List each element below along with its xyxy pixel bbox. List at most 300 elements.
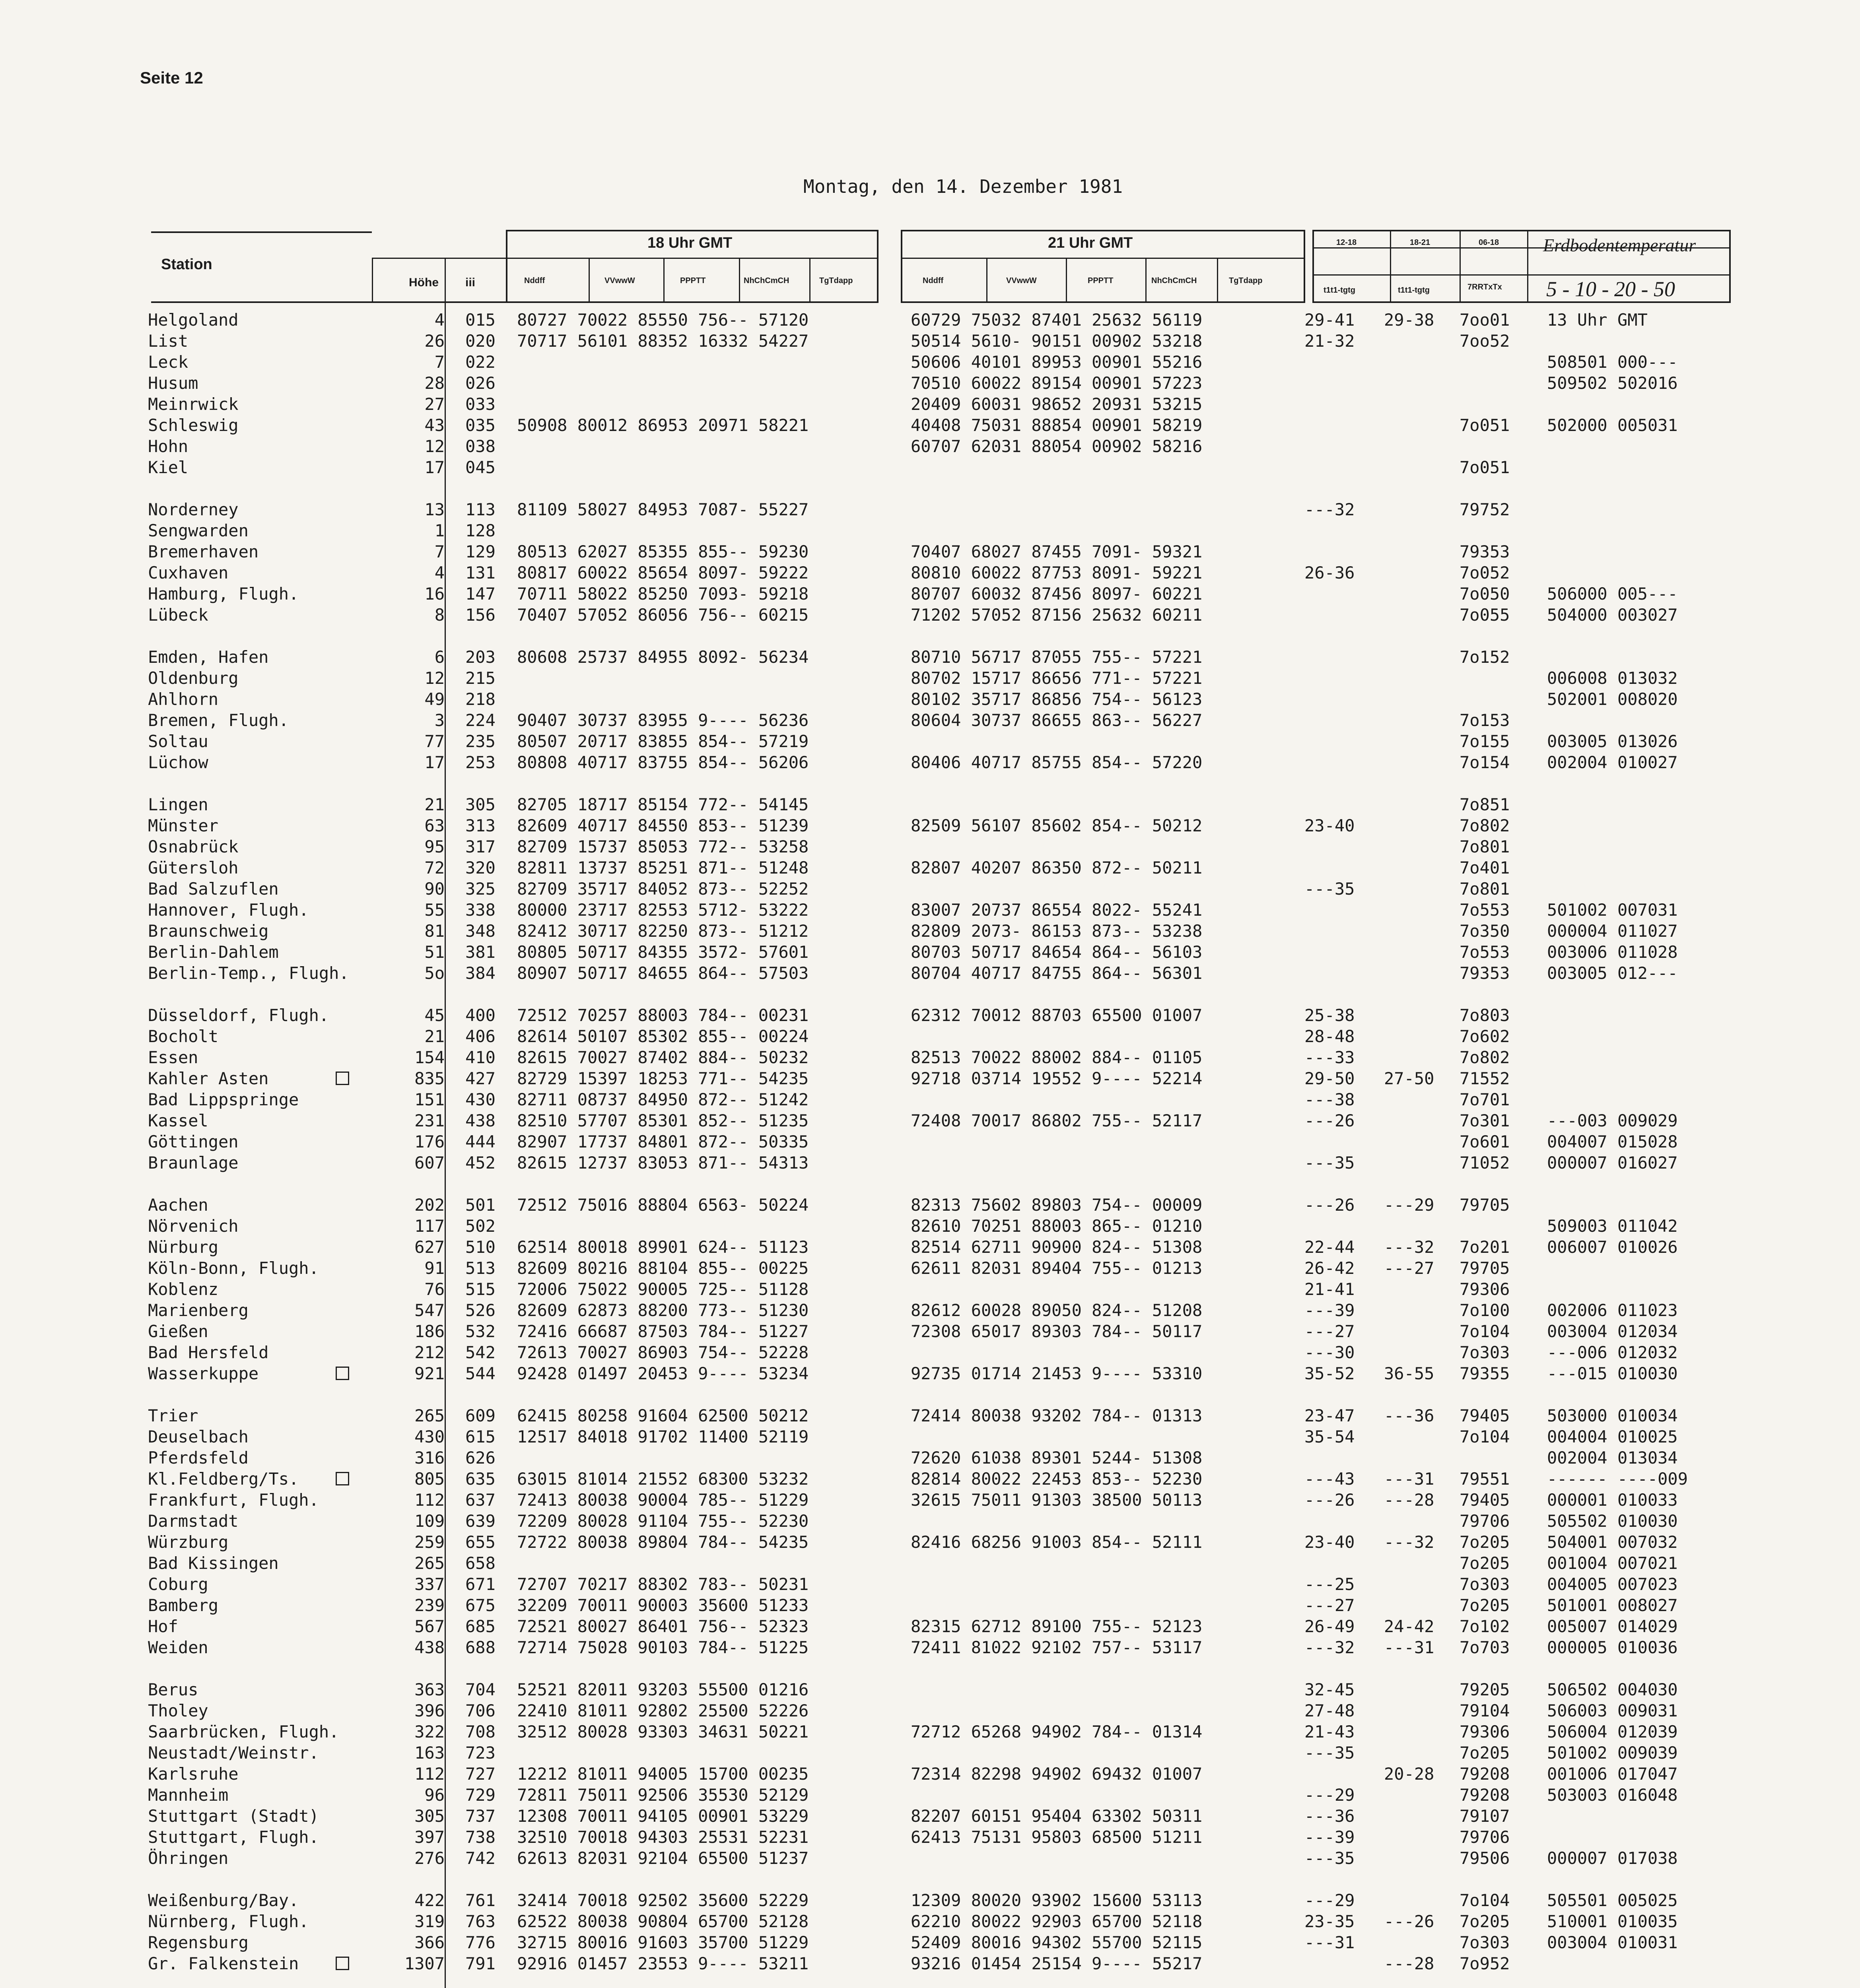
obs-21-uhr: 82814 80022 22453 853-- 52230: [911, 1469, 1203, 1489]
obs-21-uhr: 12309 80020 93902 15600 53113: [911, 1891, 1203, 1910]
header-sub-t1-tg-a: t1t1-tgtg: [1324, 286, 1355, 295]
station-index: 704: [465, 1680, 496, 1699]
obs-21-uhr: 62312 70012 88703 65500 01007: [911, 1006, 1203, 1025]
station-index: 400: [465, 1006, 496, 1025]
station-height: 363: [414, 1680, 445, 1699]
station-index: 113: [465, 500, 496, 519]
precip-extremes-06-18: 7o401: [1460, 858, 1510, 878]
table-row: [0, 1679, 1860, 1700]
obs-18-uhr: 72811 75011 92506 35530 52129: [517, 1785, 809, 1805]
station-height: 90: [424, 879, 445, 899]
station-index: 381: [465, 942, 496, 962]
obs-21-uhr: 62413 75131 95803 68500 51211: [911, 1827, 1203, 1847]
station-name: Gießen: [148, 1322, 208, 1341]
precip-extremes-06-18: 79353: [1460, 542, 1510, 561]
obs-21-uhr: 80704 40717 84755 864-- 56301: [911, 963, 1203, 983]
header-sub-rr-txtx: 7RRTxTx: [1467, 283, 1502, 291]
station-name: Helgoland: [148, 310, 239, 330]
table-row: [0, 1637, 1860, 1658]
station-index: 526: [465, 1301, 496, 1320]
temp-range-12-18: ---26: [1304, 1111, 1355, 1130]
table-row: [0, 1215, 1860, 1237]
temp-range-12-18: ---26: [1304, 1195, 1355, 1215]
station-index: 045: [465, 458, 496, 477]
obs-18-uhr: 82705 18717 85154 772-- 54145: [517, 795, 809, 814]
station-height: 17: [424, 753, 445, 772]
station-index: 452: [465, 1153, 496, 1173]
obs-18-uhr: 80513 62027 85355 855-- 59230: [517, 542, 809, 561]
station-height: 26: [424, 331, 445, 351]
station-index: 035: [465, 415, 496, 435]
table-row: [0, 1827, 1860, 1848]
table-row: [0, 710, 1860, 731]
station-index: 671: [465, 1574, 496, 1594]
precip-extremes-06-18: 71552: [1460, 1069, 1510, 1088]
station-index: 020: [465, 331, 496, 351]
mountain-station-marker: [336, 1367, 349, 1380]
obs-21-uhr: 80604 30737 86655 863-- 56227: [911, 711, 1203, 730]
obs-18-uhr: 80808 40717 83755 854-- 56206: [517, 753, 809, 772]
table-row: [0, 963, 1860, 984]
obs-18-uhr: 72707 70217 88302 783-- 50231: [517, 1574, 809, 1594]
precip-extremes-06-18: 7oo52: [1460, 331, 1510, 351]
soil-temperature: 001006 017047: [1547, 1764, 1678, 1784]
temp-range-18-21: 29-38: [1384, 310, 1434, 330]
precip-extremes-06-18: 7o301: [1460, 1111, 1510, 1130]
station-name: Schleswig: [148, 415, 239, 435]
obs-21-uhr: 82612 60028 89050 824-- 51208: [911, 1301, 1203, 1320]
station-name: Kassel: [148, 1111, 208, 1130]
soil-temperature: 501002 007031: [1547, 900, 1678, 920]
table-row: [0, 794, 1860, 815]
station-index: 723: [465, 1743, 496, 1763]
soil-temperature: 003006 011028: [1547, 942, 1678, 962]
precip-extremes-06-18: 7o602: [1460, 1027, 1510, 1046]
obs-21-uhr: 80406 40717 85755 854-- 57220: [911, 753, 1203, 772]
station-name: Bamberg: [148, 1596, 219, 1615]
station-height: 438: [414, 1638, 445, 1657]
soil-temperature: 508501 000---: [1547, 352, 1678, 372]
soil-temperature: 000007 016027: [1547, 1153, 1678, 1173]
station-height: 4: [434, 310, 445, 330]
station-height: 6: [434, 647, 445, 667]
soil-temperature: 000001 010033: [1547, 1490, 1678, 1510]
table-row: [0, 689, 1860, 710]
obs-18-uhr: 82729 15397 18253 771-- 54235: [517, 1069, 809, 1088]
temp-range-12-18: ---32: [1304, 500, 1355, 519]
obs-21-uhr: 72314 82298 94902 69432 01007: [911, 1764, 1203, 1784]
precip-extremes-06-18: 79355: [1460, 1364, 1510, 1383]
header-18-tgtdapp: TgTdapp: [819, 276, 853, 285]
soil-temperature: 000005 010036: [1547, 1638, 1678, 1657]
station-height: 7: [434, 542, 445, 561]
table-row: [0, 646, 1860, 668]
precip-extremes-06-18: 79706: [1460, 1827, 1510, 1847]
soil-temperature: 003005 012---: [1547, 963, 1678, 983]
soil-temperature: 506502 004030: [1547, 1680, 1678, 1699]
table-row: [0, 1721, 1860, 1742]
station-index: 791: [465, 1954, 496, 1973]
table-row: [0, 1911, 1860, 1932]
station-index: 305: [465, 795, 496, 814]
station-height: 547: [414, 1301, 445, 1320]
station-name: Düsseldorf, Flugh.: [148, 1006, 329, 1025]
station-name: Bad Salzuflen: [148, 879, 279, 899]
table-row: [0, 899, 1860, 920]
soil-temperature: 002006 011023: [1547, 1301, 1678, 1320]
obs-18-uhr: 72722 80038 89804 784-- 54235: [517, 1532, 809, 1552]
precip-extremes-06-18: 7o303: [1460, 1574, 1510, 1594]
obs-21-uhr: 82207 60151 95404 63302 50311: [911, 1806, 1203, 1826]
header-soil-depths: 5 - 10 - 20 - 50: [1546, 277, 1675, 301]
station-index: 742: [465, 1848, 496, 1868]
precip-extremes-06-18: 7o152: [1460, 647, 1510, 667]
station-index: 727: [465, 1764, 496, 1784]
obs-18-uhr: 50908 80012 86953 20971 58221: [517, 415, 809, 435]
table-row: [0, 1279, 1860, 1300]
temp-range-12-18: ---27: [1304, 1322, 1355, 1341]
table-row: [0, 1110, 1860, 1131]
station-name: Neustadt/Weinstr.: [148, 1743, 319, 1763]
soil-temperature: 003004 010031: [1547, 1933, 1678, 1952]
obs-18-uhr: 12517 84018 91702 11400 52119: [517, 1427, 809, 1446]
station-height: 396: [414, 1701, 445, 1720]
station-name: Regensburg: [148, 1933, 249, 1952]
temp-range-12-18: ---31: [1304, 1933, 1355, 1952]
obs-21-uhr: 82315 62712 89100 755-- 52123: [911, 1617, 1203, 1636]
precip-extremes-06-18: 79405: [1460, 1406, 1510, 1425]
temp-range-18-21: ---31: [1384, 1469, 1434, 1489]
temp-range-18-21: ---32: [1384, 1237, 1434, 1257]
station-index: 639: [465, 1511, 496, 1531]
obs-18-uhr: 72714 75028 90103 784-- 51225: [517, 1638, 809, 1657]
station-name: Bad Hersfeld: [148, 1343, 269, 1362]
header-21-vvwww: VVwwW: [1006, 276, 1037, 285]
obs-18-uhr: 80727 70022 85550 756-- 57120: [517, 310, 809, 330]
precip-extremes-06-18: 7o205: [1460, 1743, 1510, 1763]
station-height: 151: [414, 1090, 445, 1109]
precip-extremes-06-18: 7o703: [1460, 1638, 1510, 1657]
obs-18-uhr: 70407 57052 86056 756-- 60215: [517, 605, 809, 625]
station-height: 231: [414, 1111, 445, 1130]
station-index: 708: [465, 1722, 496, 1741]
station-index: 635: [465, 1469, 496, 1489]
header-18-nddff: Nddff: [524, 276, 545, 285]
temp-range-12-18: 21-41: [1304, 1279, 1355, 1299]
station-index: 501: [465, 1195, 496, 1215]
header-21-uhr: 21 Uhr GMT: [1048, 235, 1133, 251]
obs-21-uhr: 62210 80022 92903 65700 52118: [911, 1912, 1203, 1931]
obs-18-uhr: 82609 62873 88200 773-- 51230: [517, 1301, 809, 1320]
station-index: 675: [465, 1596, 496, 1615]
station-index: 655: [465, 1532, 496, 1552]
temp-range-18-21: 20-28: [1384, 1764, 1434, 1784]
obs-18-uhr: 63015 81014 21552 68300 53232: [517, 1469, 809, 1489]
obs-18-uhr: 92916 01457 23553 9---- 53211: [517, 1954, 809, 1973]
table-row: [0, 1489, 1860, 1510]
station-height: 109: [414, 1511, 445, 1531]
soil-temperature: 13 Uhr GMT: [1547, 310, 1648, 330]
mountain-station-marker: [336, 1957, 349, 1970]
station-index: 763: [465, 1912, 496, 1931]
temp-range-12-18: ---43: [1304, 1469, 1355, 1489]
soil-temperature: 509502 502016: [1547, 373, 1678, 393]
station-name: Saarbrücken, Flugh.: [148, 1722, 339, 1741]
station-height: 12: [424, 437, 445, 456]
station-name: Kahler Asten: [148, 1069, 269, 1088]
station-index: 320: [465, 858, 496, 878]
station-index: 430: [465, 1090, 496, 1109]
station-index: 685: [465, 1617, 496, 1636]
station-height: 305: [414, 1806, 445, 1826]
obs-18-uhr: 12308 70011 94105 00901 53229: [517, 1806, 809, 1826]
station-name: Koblenz: [148, 1279, 219, 1299]
station-name: Karlsruhe: [148, 1764, 239, 1784]
precip-extremes-06-18: 7o154: [1460, 753, 1510, 772]
mountain-station-marker: [336, 1072, 349, 1085]
station-index: 410: [465, 1048, 496, 1067]
soil-temperature: 501001 008027: [1547, 1596, 1678, 1615]
station-index: 128: [465, 521, 496, 540]
table-row: [0, 1700, 1860, 1721]
obs-18-uhr: 80000 23717 82553 5712- 53222: [517, 900, 809, 920]
station-height: 422: [414, 1891, 445, 1910]
obs-18-uhr: 62522 80038 90804 65700 52128: [517, 1912, 809, 1931]
station-index: 215: [465, 668, 496, 688]
table-row: [0, 1321, 1860, 1342]
station-name: Hof: [148, 1617, 178, 1636]
obs-18-uhr: 82609 40717 84550 853-- 51239: [517, 816, 809, 835]
precip-extremes-06-18: 7o952: [1460, 1954, 1510, 1973]
station-name: Emden, Hafen: [148, 647, 269, 667]
station-height: 835: [414, 1069, 445, 1088]
obs-18-uhr: 82709 15737 85053 772-- 53258: [517, 837, 809, 856]
obs-18-uhr: 72006 75022 90005 725-- 51128: [517, 1279, 809, 1299]
station-name: Nörvenich: [148, 1216, 239, 1236]
obs-21-uhr: 80710 56717 87055 755-- 57221: [911, 647, 1203, 667]
obs-18-uhr: 62415 80258 91604 62500 50212: [517, 1406, 809, 1425]
table-row: [0, 330, 1860, 351]
table-row: [0, 373, 1860, 394]
temp-range-12-18: ---38: [1304, 1090, 1355, 1109]
obs-18-uhr: 82615 12737 83053 871-- 54313: [517, 1153, 809, 1173]
temp-range-12-18: ---26: [1304, 1490, 1355, 1510]
station-name: Lüchow: [148, 753, 208, 772]
obs-18-uhr: 80507 20717 83855 854-- 57219: [517, 732, 809, 751]
temp-range-12-18: 35-52: [1304, 1364, 1355, 1383]
table-row: [0, 752, 1860, 773]
obs-21-uhr: 82509 56107 85602 854-- 50212: [911, 816, 1203, 835]
station-name: Cuxhaven: [148, 563, 229, 582]
station-index: 406: [465, 1027, 496, 1046]
obs-18-uhr: 82615 70027 87402 884-- 50232: [517, 1048, 809, 1067]
obs-21-uhr: 40408 75031 88854 00901 58219: [911, 415, 1203, 435]
station-height: 27: [424, 394, 445, 414]
soil-temperature: 506003 009031: [1547, 1701, 1678, 1720]
station-index: 313: [465, 816, 496, 835]
station-height: 63: [424, 816, 445, 835]
station-index: 688: [465, 1638, 496, 1657]
soil-temperature: 506000 005---: [1547, 584, 1678, 604]
station-name: Leck: [148, 352, 189, 372]
soil-temperature: 000007 017038: [1547, 1848, 1678, 1868]
station-name: Bad Kissingen: [148, 1553, 279, 1573]
precip-extremes-06-18: 79104: [1460, 1701, 1510, 1720]
obs-18-uhr: 32414 70018 92502 35600 52229: [517, 1891, 809, 1910]
soil-temperature: 000004 011027: [1547, 921, 1678, 941]
station-name: Bad Lippspringe: [148, 1090, 299, 1109]
table-row: [0, 1763, 1860, 1784]
station-height: 259: [414, 1532, 445, 1552]
temp-range-12-18: ---35: [1304, 1848, 1355, 1868]
station-height: 921: [414, 1364, 445, 1383]
table-row: [0, 731, 1860, 752]
obs-21-uhr: 62611 82031 89404 755-- 01213: [911, 1258, 1203, 1278]
station-name: Trier: [148, 1406, 198, 1425]
soil-temperature: 505502 010030: [1547, 1511, 1678, 1531]
precip-extremes-06-18: 79405: [1460, 1490, 1510, 1510]
soil-temperature: 004005 007023: [1547, 1574, 1678, 1594]
header-sub-t1-tg-b: t1t1-tgtg: [1398, 286, 1430, 295]
temp-range-12-18: 26-42: [1304, 1258, 1355, 1278]
header-18-vvwww: VVwwW: [604, 276, 635, 285]
precip-extremes-06-18: 7o205: [1460, 1532, 1510, 1552]
obs-21-uhr: 80703 50717 84654 864-- 56103: [911, 942, 1203, 962]
table-row: [0, 1026, 1860, 1047]
station-height: 1: [434, 521, 445, 540]
table-row: [0, 541, 1860, 562]
station-index: 129: [465, 542, 496, 561]
soil-temperature: 001004 007021: [1547, 1553, 1678, 1573]
station-index: 502: [465, 1216, 496, 1236]
station-name: Gütersloh: [148, 858, 239, 878]
header-21-tgtdapp: TgTdapp: [1229, 276, 1263, 285]
temp-range-12-18: 23-35: [1304, 1912, 1355, 1931]
obs-21-uhr: 82610 70251 88003 865-- 01210: [911, 1216, 1203, 1236]
station-height: 239: [414, 1596, 445, 1615]
station-index: 038: [465, 437, 496, 456]
obs-21-uhr: 50606 40101 89953 00901 55216: [911, 352, 1203, 372]
station-index: 022: [465, 352, 496, 372]
station-height: 430: [414, 1427, 445, 1446]
precip-extremes-06-18: 7o802: [1460, 816, 1510, 835]
table-row: [0, 436, 1860, 457]
precip-extremes-06-18: 79353: [1460, 963, 1510, 983]
station-height: 8: [434, 605, 445, 625]
station-height: 154: [414, 1048, 445, 1067]
header-range-06-18: 06-18: [1479, 238, 1499, 247]
temp-range-12-18: 26-36: [1304, 563, 1355, 582]
obs-21-uhr: 80702 15717 86656 771-- 57221: [911, 668, 1203, 688]
temp-range-12-18: ---27: [1304, 1596, 1355, 1615]
soil-temperature: 510001 010035: [1547, 1912, 1678, 1931]
station-height: 17: [424, 458, 445, 477]
obs-21-uhr: 72712 65268 94902 784-- 01314: [911, 1722, 1203, 1741]
table-row: [0, 1890, 1860, 1911]
station-height: 13: [424, 500, 445, 519]
soil-temperature: 004007 015028: [1547, 1132, 1678, 1151]
station-height: 12: [424, 668, 445, 688]
table-row: [0, 1300, 1860, 1321]
station-name: Bocholt: [148, 1027, 219, 1046]
table-row: [0, 520, 1860, 541]
temp-range-18-21: ---36: [1384, 1406, 1434, 1425]
station-height: 567: [414, 1617, 445, 1636]
header-erdbodentemperatur: Erdbodentemperatur: [1543, 235, 1696, 255]
table-row: [0, 1237, 1860, 1258]
table-row: [0, 942, 1860, 963]
soil-temperature: 501002 009039: [1547, 1743, 1678, 1763]
temp-range-12-18: 27-48: [1304, 1701, 1355, 1720]
station-height: 1307: [404, 1954, 445, 1973]
obs-18-uhr: 82614 50107 85302 855-- 00224: [517, 1027, 809, 1046]
station-index: 737: [465, 1806, 496, 1826]
soil-temperature: 006007 010026: [1547, 1237, 1678, 1257]
station-index: 131: [465, 563, 496, 582]
precip-extremes-06-18: 79306: [1460, 1722, 1510, 1741]
station-height: 319: [414, 1912, 445, 1931]
station-height: 805: [414, 1469, 445, 1489]
station-index: 015: [465, 310, 496, 330]
soil-temperature: 002004 010027: [1547, 753, 1678, 772]
precip-extremes-06-18: 79705: [1460, 1195, 1510, 1215]
precip-extremes-06-18: 79506: [1460, 1848, 1510, 1868]
obs-21-uhr: 82313 75602 89803 754-- 00009: [911, 1195, 1203, 1215]
temp-range-12-18: ---29: [1304, 1785, 1355, 1805]
obs-18-uhr: 70711 58022 85250 7093- 59218: [517, 584, 809, 604]
header-18-clouds: NhChCmCH: [744, 276, 789, 285]
obs-18-uhr: 72416 66687 87503 784-- 51227: [517, 1322, 809, 1341]
station-index: 532: [465, 1322, 496, 1341]
temp-range-12-18: ---33: [1304, 1048, 1355, 1067]
station-name: Sengwarden: [148, 521, 249, 540]
table-row: [0, 1742, 1860, 1763]
table-row: [0, 351, 1860, 373]
station-name: Berlin-Dahlem: [148, 942, 279, 962]
obs-18-uhr: 80805 50717 84355 3572- 57601: [517, 942, 809, 962]
station-name: Hamburg, Flugh.: [148, 584, 299, 604]
station-height: 7: [434, 352, 445, 372]
station-height: 112: [414, 1490, 445, 1510]
station-index: 615: [465, 1427, 496, 1446]
table-row: [0, 1194, 1860, 1215]
table-row: [0, 1152, 1860, 1173]
obs-21-uhr: 82807 40207 86350 872-- 50211: [911, 858, 1203, 878]
station-height: 77: [424, 732, 445, 751]
obs-21-uhr: 52409 80016 94302 55700 52115: [911, 1933, 1203, 1952]
station-name: Marienberg: [148, 1301, 249, 1320]
station-height: 212: [414, 1343, 445, 1362]
precip-extremes-06-18: 7o303: [1460, 1343, 1510, 1362]
table-row: [0, 1426, 1860, 1447]
header-21-clouds: NhChCmCH: [1151, 276, 1197, 285]
station-height: 21: [424, 795, 445, 814]
station-name: Lingen: [148, 795, 208, 814]
station-height: 21: [424, 1027, 445, 1046]
obs-18-uhr: 32209 70011 90003 35600 51233: [517, 1596, 809, 1615]
station-name: Norderney: [148, 500, 239, 519]
temp-range-12-18: 32-45: [1304, 1680, 1355, 1699]
table-row: [0, 836, 1860, 857]
header-21-nddff: Nddff: [923, 276, 944, 285]
precip-extremes-06-18: 7o801: [1460, 879, 1510, 899]
station-height: 3: [434, 711, 445, 730]
obs-18-uhr: 72613 70027 86903 754-- 52228: [517, 1343, 809, 1362]
station-name: Berlin-Temp., Flugh.: [148, 963, 349, 983]
station-name: Weißenburg/Bay.: [148, 1891, 299, 1910]
temp-range-12-18: ---30: [1304, 1343, 1355, 1362]
station-name: Mannheim: [148, 1785, 229, 1805]
